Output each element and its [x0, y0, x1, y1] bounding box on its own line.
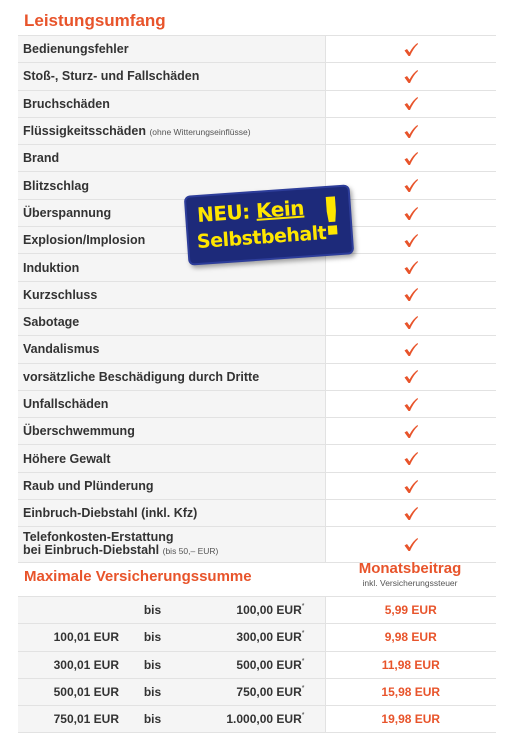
range-from: 500,01 EUR [18, 678, 125, 705]
coverage-check-cell [325, 363, 496, 390]
phone-note: (bis 50,– EUR) [162, 546, 219, 557]
range-bis: bis [125, 597, 180, 624]
coverage-label-text: Vandalismus [23, 342, 100, 357]
coverage-label [18, 63, 325, 90]
coverage-row [18, 90, 496, 117]
coverage-row [18, 445, 496, 472]
coverage-row [18, 308, 496, 335]
range-from: 100,01 EUR [18, 624, 125, 651]
pricing-row [18, 678, 496, 705]
badge-exclamation: ! [317, 186, 346, 249]
pricing-row [18, 651, 496, 678]
pricing-title: Maximale Versicherungssumme [24, 568, 252, 585]
checkmark-icon [403, 479, 419, 494]
coverage-label-text: Explosion/Implosion [23, 233, 146, 248]
coverage-check-cell [325, 308, 496, 335]
coverage-check-cell [325, 390, 496, 417]
coverage-table [18, 35, 496, 563]
badge-line1 [196, 196, 304, 227]
monthly-price: 5,99 EUR [325, 597, 496, 624]
badge-kein-text: Kein [255, 195, 305, 223]
coverage-check-cell [325, 472, 496, 499]
coverage-label [18, 281, 325, 308]
pricing-row [18, 624, 496, 651]
range-from: 750,01 EUR [18, 706, 125, 733]
coverage-label-text: Überspannung [23, 205, 112, 220]
coverage-row-phone [18, 527, 496, 563]
coverage-row [18, 63, 496, 90]
range-from [18, 597, 125, 624]
coverage-row [18, 418, 496, 445]
monthly-subtitle: inkl. Versicherungssteuer [362, 578, 458, 588]
coverage-row [18, 363, 496, 390]
pricing-row [18, 706, 496, 733]
checkmark-icon [403, 151, 419, 166]
coverage-label-text: Sabotage [23, 315, 80, 330]
checkmark-icon [403, 451, 419, 466]
phone-line1: Telefonkosten-Erstattung [23, 530, 174, 545]
coverage-check-cell [325, 172, 496, 199]
range-to [180, 651, 325, 678]
checkmark-icon [403, 424, 419, 439]
range-to-value: 750,00 EUR [236, 685, 302, 700]
range-to [180, 678, 325, 705]
coverage-label-text: Blitzschlag [23, 178, 89, 193]
coverage-row [18, 117, 496, 144]
coverage-label-text: Bruchschäden [23, 96, 110, 111]
coverage-label-text: Induktion [23, 260, 80, 275]
coverage-label [18, 117, 325, 144]
range-footnote-mark: * [301, 685, 305, 693]
range-to-value: 1.000,00 EUR [226, 712, 302, 727]
monthly-price: 11,98 EUR [325, 651, 496, 678]
coverage-label [18, 145, 325, 172]
coverage-check-cell [325, 418, 496, 445]
pricing-table [18, 596, 496, 733]
monthly-price: 19,98 EUR [325, 706, 496, 733]
checkmark-icon [403, 287, 419, 302]
coverage-label-text: Raub und Plünderung [23, 478, 154, 493]
coverage-label-text: Stoß-, Sturz- und Fallschäden [23, 69, 200, 84]
range-to-value: 300,00 EUR [236, 630, 302, 645]
range-to [180, 597, 325, 624]
coverage-row [18, 145, 496, 172]
coverage-label-text: Brand [23, 151, 60, 166]
checkmark-icon [403, 260, 419, 275]
range-to-value: 500,00 EUR [236, 657, 302, 672]
coverage-label [18, 36, 325, 63]
coverage-check-cell [325, 527, 496, 563]
checkmark-icon [403, 506, 419, 521]
coverage-check-cell [325, 281, 496, 308]
coverage-label [18, 90, 325, 117]
coverage-label-text: Bedienungsfehler [23, 42, 129, 57]
coverage-label-text: vorsätzliche Beschädigung durch Dritte [23, 369, 260, 384]
coverage-label-text: Überschwemmung [23, 424, 135, 439]
coverage-title: Leistungsumfang [24, 11, 166, 30]
coverage-check-cell [325, 254, 496, 281]
checkmark-icon [403, 537, 419, 552]
badge-selbstbehalt-text: Selbstbehalt [196, 222, 327, 254]
phone-line2: bei Einbruch-Diebstahl [23, 543, 160, 558]
coverage-check-cell [325, 445, 496, 472]
range-from: 300,01 EUR [18, 651, 125, 678]
coverage-label-text: Kurzschluss [23, 287, 98, 302]
coverage-label [18, 336, 325, 363]
coverage-row [18, 36, 496, 63]
coverage-check-cell [325, 90, 496, 117]
range-bis: bis [125, 624, 180, 651]
coverage-row [18, 336, 496, 363]
coverage-label [18, 418, 325, 445]
coverage-check-cell [325, 336, 496, 363]
coverage-row [18, 281, 496, 308]
coverage-check-cell [325, 500, 496, 527]
monthly-header [330, 560, 490, 588]
checkmark-icon [403, 233, 419, 248]
coverage-check-cell [325, 117, 496, 144]
range-to [180, 706, 325, 733]
checkmark-icon [403, 342, 419, 357]
coverage-label [18, 527, 325, 563]
coverage-label [18, 445, 325, 472]
checkmark-icon [403, 124, 419, 139]
coverage-row [18, 500, 496, 527]
range-to-value: 100,00 EUR [236, 603, 302, 618]
coverage-label-text: Flüssigkeitsschäden [23, 124, 146, 139]
range-footnote-mark: * [301, 630, 305, 638]
checkmark-icon [403, 206, 419, 221]
badge-neu-text: NEU: [196, 199, 251, 227]
monthly-title: Monatsbeitrag [358, 560, 462, 577]
coverage-label [18, 390, 325, 417]
coverage-check-cell [325, 145, 496, 172]
checkmark-icon [403, 315, 419, 330]
range-bis: bis [125, 706, 180, 733]
no-deductible-badge [184, 184, 354, 265]
range-footnote-mark: * [301, 603, 305, 611]
coverage-note: (ohne Witterungseinflüsse) [149, 127, 251, 138]
checkmark-icon [403, 178, 419, 193]
coverage-check-cell [325, 36, 496, 63]
coverage-label [18, 308, 325, 335]
checkmark-icon [403, 369, 419, 384]
pricing-row [18, 597, 496, 624]
checkmark-icon [403, 96, 419, 111]
coverage-label-text: Einbruch-Diebstahl (inkl. Kfz) [23, 506, 198, 521]
range-bis: bis [125, 678, 180, 705]
coverage-label [18, 472, 325, 499]
coverage-label [18, 500, 325, 527]
checkmark-icon [403, 69, 419, 84]
coverage-row [18, 472, 496, 499]
monthly-price: 15,98 EUR [325, 678, 496, 705]
range-bis: bis [125, 651, 180, 678]
coverage-check-cell [325, 63, 496, 90]
coverage-label [18, 363, 325, 390]
coverage-row [18, 390, 496, 417]
coverage-label-text: Höhere Gewalt [23, 451, 111, 466]
coverage-label-text: Unfallschäden [23, 397, 109, 411]
checkmark-icon [403, 397, 419, 412]
monthly-price: 9,98 EUR [325, 624, 496, 651]
range-to [180, 624, 325, 651]
range-footnote-mark: * [301, 712, 305, 720]
checkmark-icon [403, 42, 419, 57]
range-footnote-mark: * [301, 657, 305, 665]
